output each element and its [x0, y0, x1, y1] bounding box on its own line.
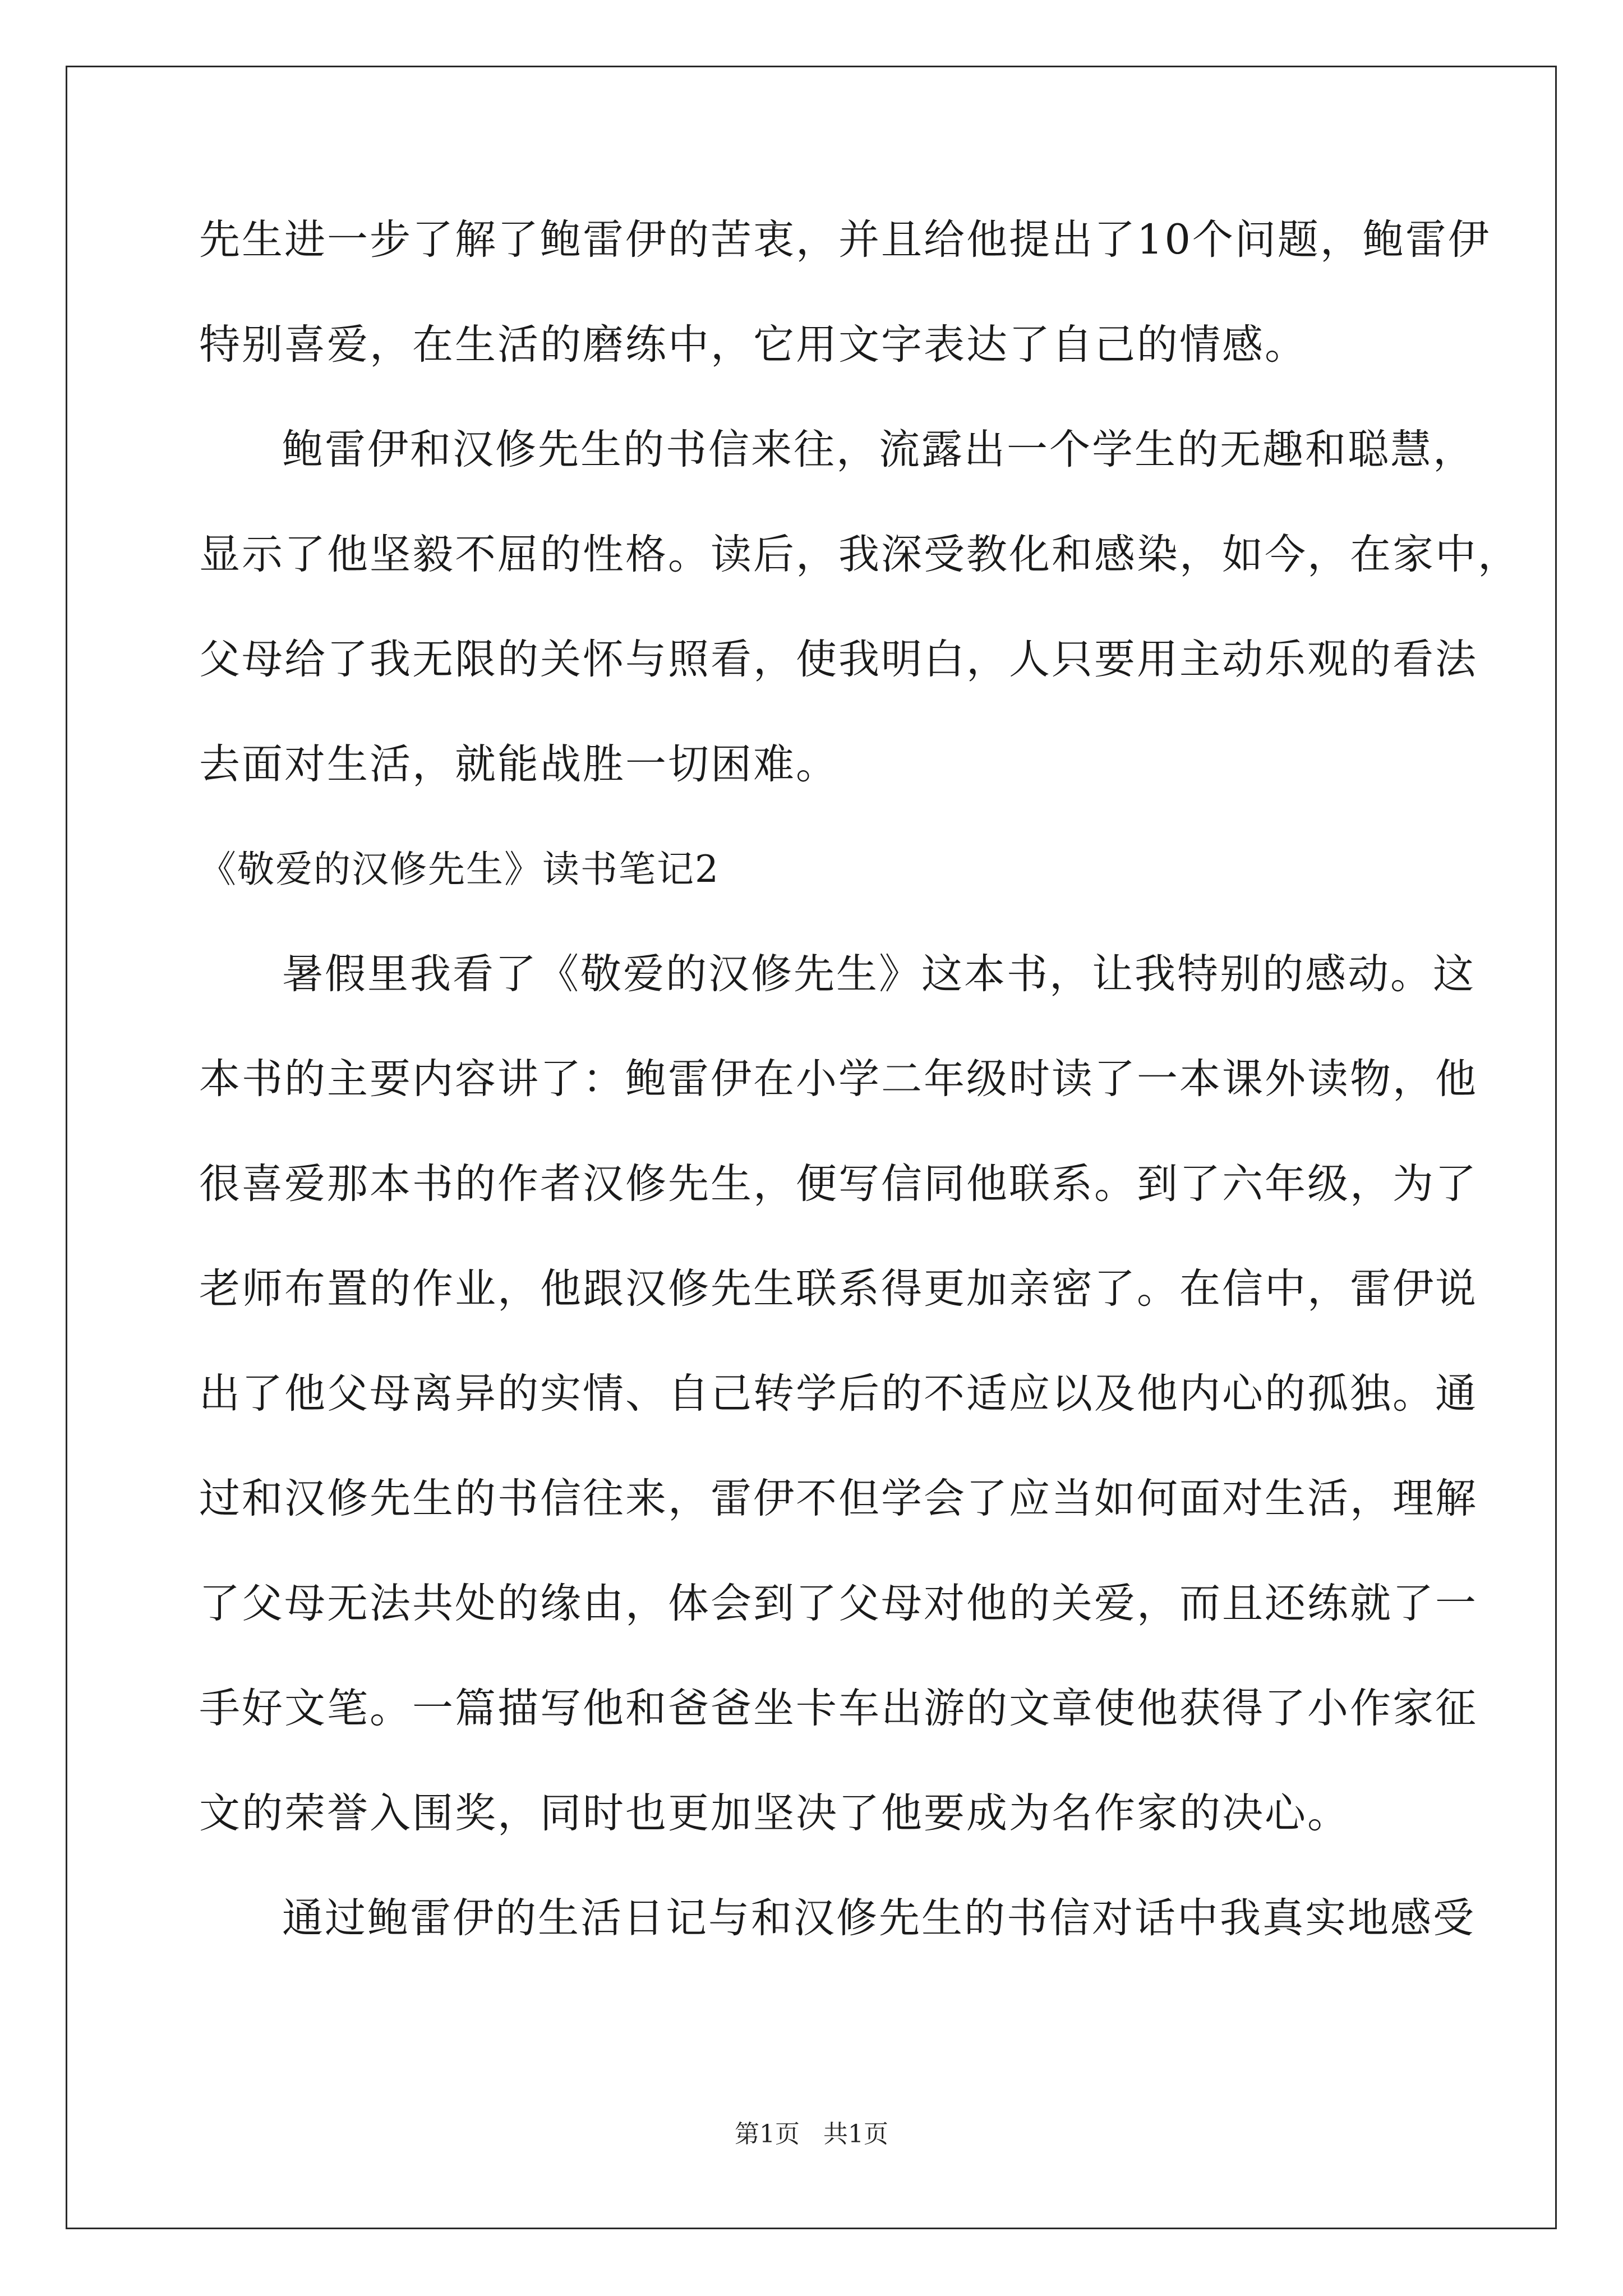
page-number: 第1页	[735, 2120, 800, 2148]
paragraph	[199, 947, 1478, 1840]
paragraph	[199, 423, 1520, 791]
text-line: 鲍雷伊和汉修先生的书信来往，流露出一个学生的无趣和聪慧，	[282, 426, 1476, 473]
text-line: 先生进一步了解了鲍雷伊的苦衷，并且给他提出了10个问题，鲍雷伊	[199, 216, 1491, 264]
document-body	[199, 213, 1520, 1945]
text-line: 本书的主要内容讲了：鲍雷伊在小学二年级时读了一本课外读物，他	[199, 1055, 1478, 1103]
text-line: 老师布置的作业，他跟汉修先生联系得更加亲密了。在信中，雷伊说	[199, 1265, 1478, 1313]
page-footer	[0, 2118, 1623, 2151]
text-line: 父母给了我无限的关怀与照看，使我明白，人只要用主动乐观的看法	[199, 636, 1478, 683]
text-line: 了父母无法共处的缘由，体会到了父母对他的关爱，而且还练就了一	[199, 1580, 1478, 1627]
paragraph	[199, 213, 1491, 371]
paragraph	[199, 1892, 1476, 1945]
text-line: 去面对生活，就能战胜一切困难。	[199, 740, 838, 788]
text-line: 文的荣誉入围奖，同时也更加坚决了他要成为名作家的决心。	[199, 1789, 1350, 1837]
text-line: 很喜爱那本书的作者汉修先生，便写信同他联系。到了六年级，为了	[199, 1160, 1478, 1208]
text-line: 暑假里我看了《敬爱的汉修先生》这本书，让我特别的感动。这	[282, 950, 1476, 998]
text-line: 显示了他坚毅不屈的性格。读后，我深受教化和感染，如今，在家中，	[199, 531, 1520, 578]
text-line: 出了他父母离异的实情、自己转学后的不适应以及他内心的孤独。通	[199, 1370, 1478, 1418]
page-total: 共1页	[823, 2120, 888, 2148]
text-line: 过和汉修先生的书信往来，雷伊不但学会了应当如何面对生活，理解	[199, 1475, 1478, 1522]
section-heading: 《敬爱的汉修先生》读书笔记2	[199, 848, 720, 891]
footer-spacer	[800, 2120, 823, 2148]
text-line: 手好文笔。一篇描写他和爸爸坐卡车出游的文章使他获得了小作家征	[199, 1685, 1478, 1732]
text-line: 通过鲍雷伊的生活日记与和汉修先生的书信对话中我真实地感受	[282, 1894, 1476, 1942]
text-line: 特别喜爱，在生活的磨练中，它用文字表达了自己的情感。	[199, 321, 1307, 369]
